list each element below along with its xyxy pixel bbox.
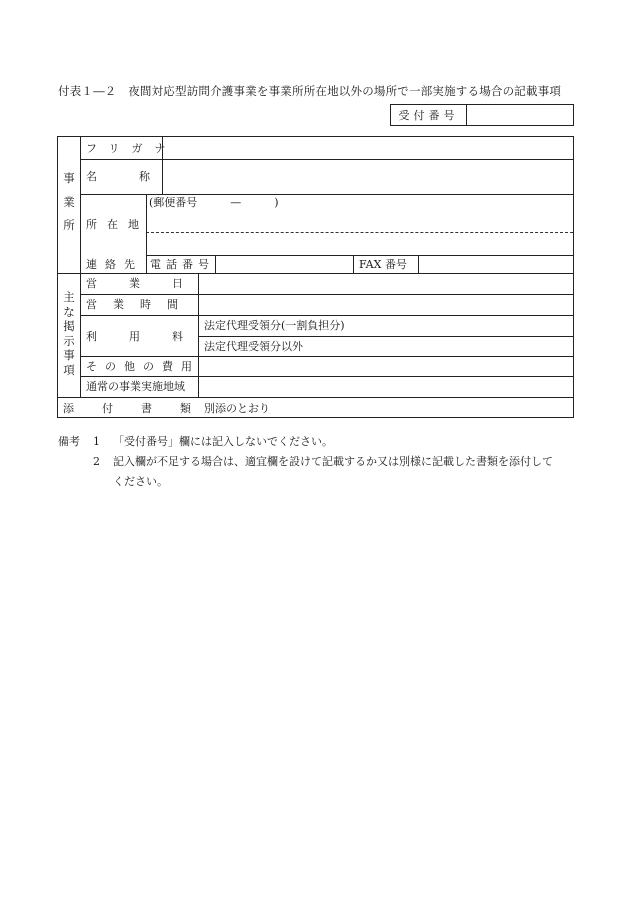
address-label: 所在地: [86, 218, 149, 231]
fee-non-proxy: 法定代理受領分以外: [204, 340, 303, 353]
furigana-label: フリガナ: [86, 142, 178, 155]
receipt-number-box: [390, 104, 574, 126]
remark-text: 「受付番号」欄には記入しないでください。: [113, 435, 333, 448]
service-area-field[interactable]: [200, 377, 572, 396]
remarks: [58, 432, 588, 492]
remark-number: 1: [93, 435, 100, 448]
postal-code-field[interactable]: (郵便番号 — ): [149, 196, 279, 209]
furigana-field[interactable]: [164, 139, 572, 158]
office-group-label: 事 業 所: [63, 171, 75, 232]
receipt-number-field[interactable]: [467, 105, 573, 125]
name-field[interactable]: [164, 161, 572, 193]
service-area-label: 通常の事業実施地域: [86, 380, 185, 393]
business-days-field[interactable]: [200, 274, 572, 293]
name-label: 名称: [86, 170, 192, 183]
contact-label: 連絡先: [86, 258, 143, 271]
fax-field[interactable]: [420, 256, 572, 272]
business-days-label: 営業日: [86, 277, 215, 290]
remark-continuation: ください。: [113, 475, 168, 488]
form-table: [57, 136, 574, 418]
phone-field[interactable]: [217, 256, 352, 272]
other-costs-field[interactable]: [200, 357, 572, 375]
receipt-number-label: 受付番号: [391, 105, 467, 125]
fee-label: 利用料: [86, 330, 215, 343]
phone-label: 電話番号: [150, 258, 214, 271]
notice-group-label: 主 な 掲 示 事 項: [63, 290, 75, 377]
attachment-label: 添付書類: [63, 402, 219, 415]
remark-number: 2: [93, 455, 100, 468]
fax-label: FAX 番号: [359, 258, 407, 271]
form-title: 付表１―２ 夜間対応型訪問介護事業を事業所所在地以外の場所で一部実施する場合の記載事項: [58, 84, 562, 98]
business-hours-field[interactable]: [200, 295, 572, 314]
other-costs-label: その他の費用: [86, 360, 200, 373]
business-hours-label: 営業時間: [86, 298, 194, 311]
attachment-value: 別添のとおり: [204, 402, 270, 415]
fee-statutory-proxy: 法定代理受領分(一割負担分): [204, 319, 345, 332]
remark-text: 記入欄が不足する場合は、適宜欄を設けて記載するか又は別様に記載した書類を添付して: [113, 455, 553, 468]
remarks-heading: 備考: [58, 435, 80, 448]
